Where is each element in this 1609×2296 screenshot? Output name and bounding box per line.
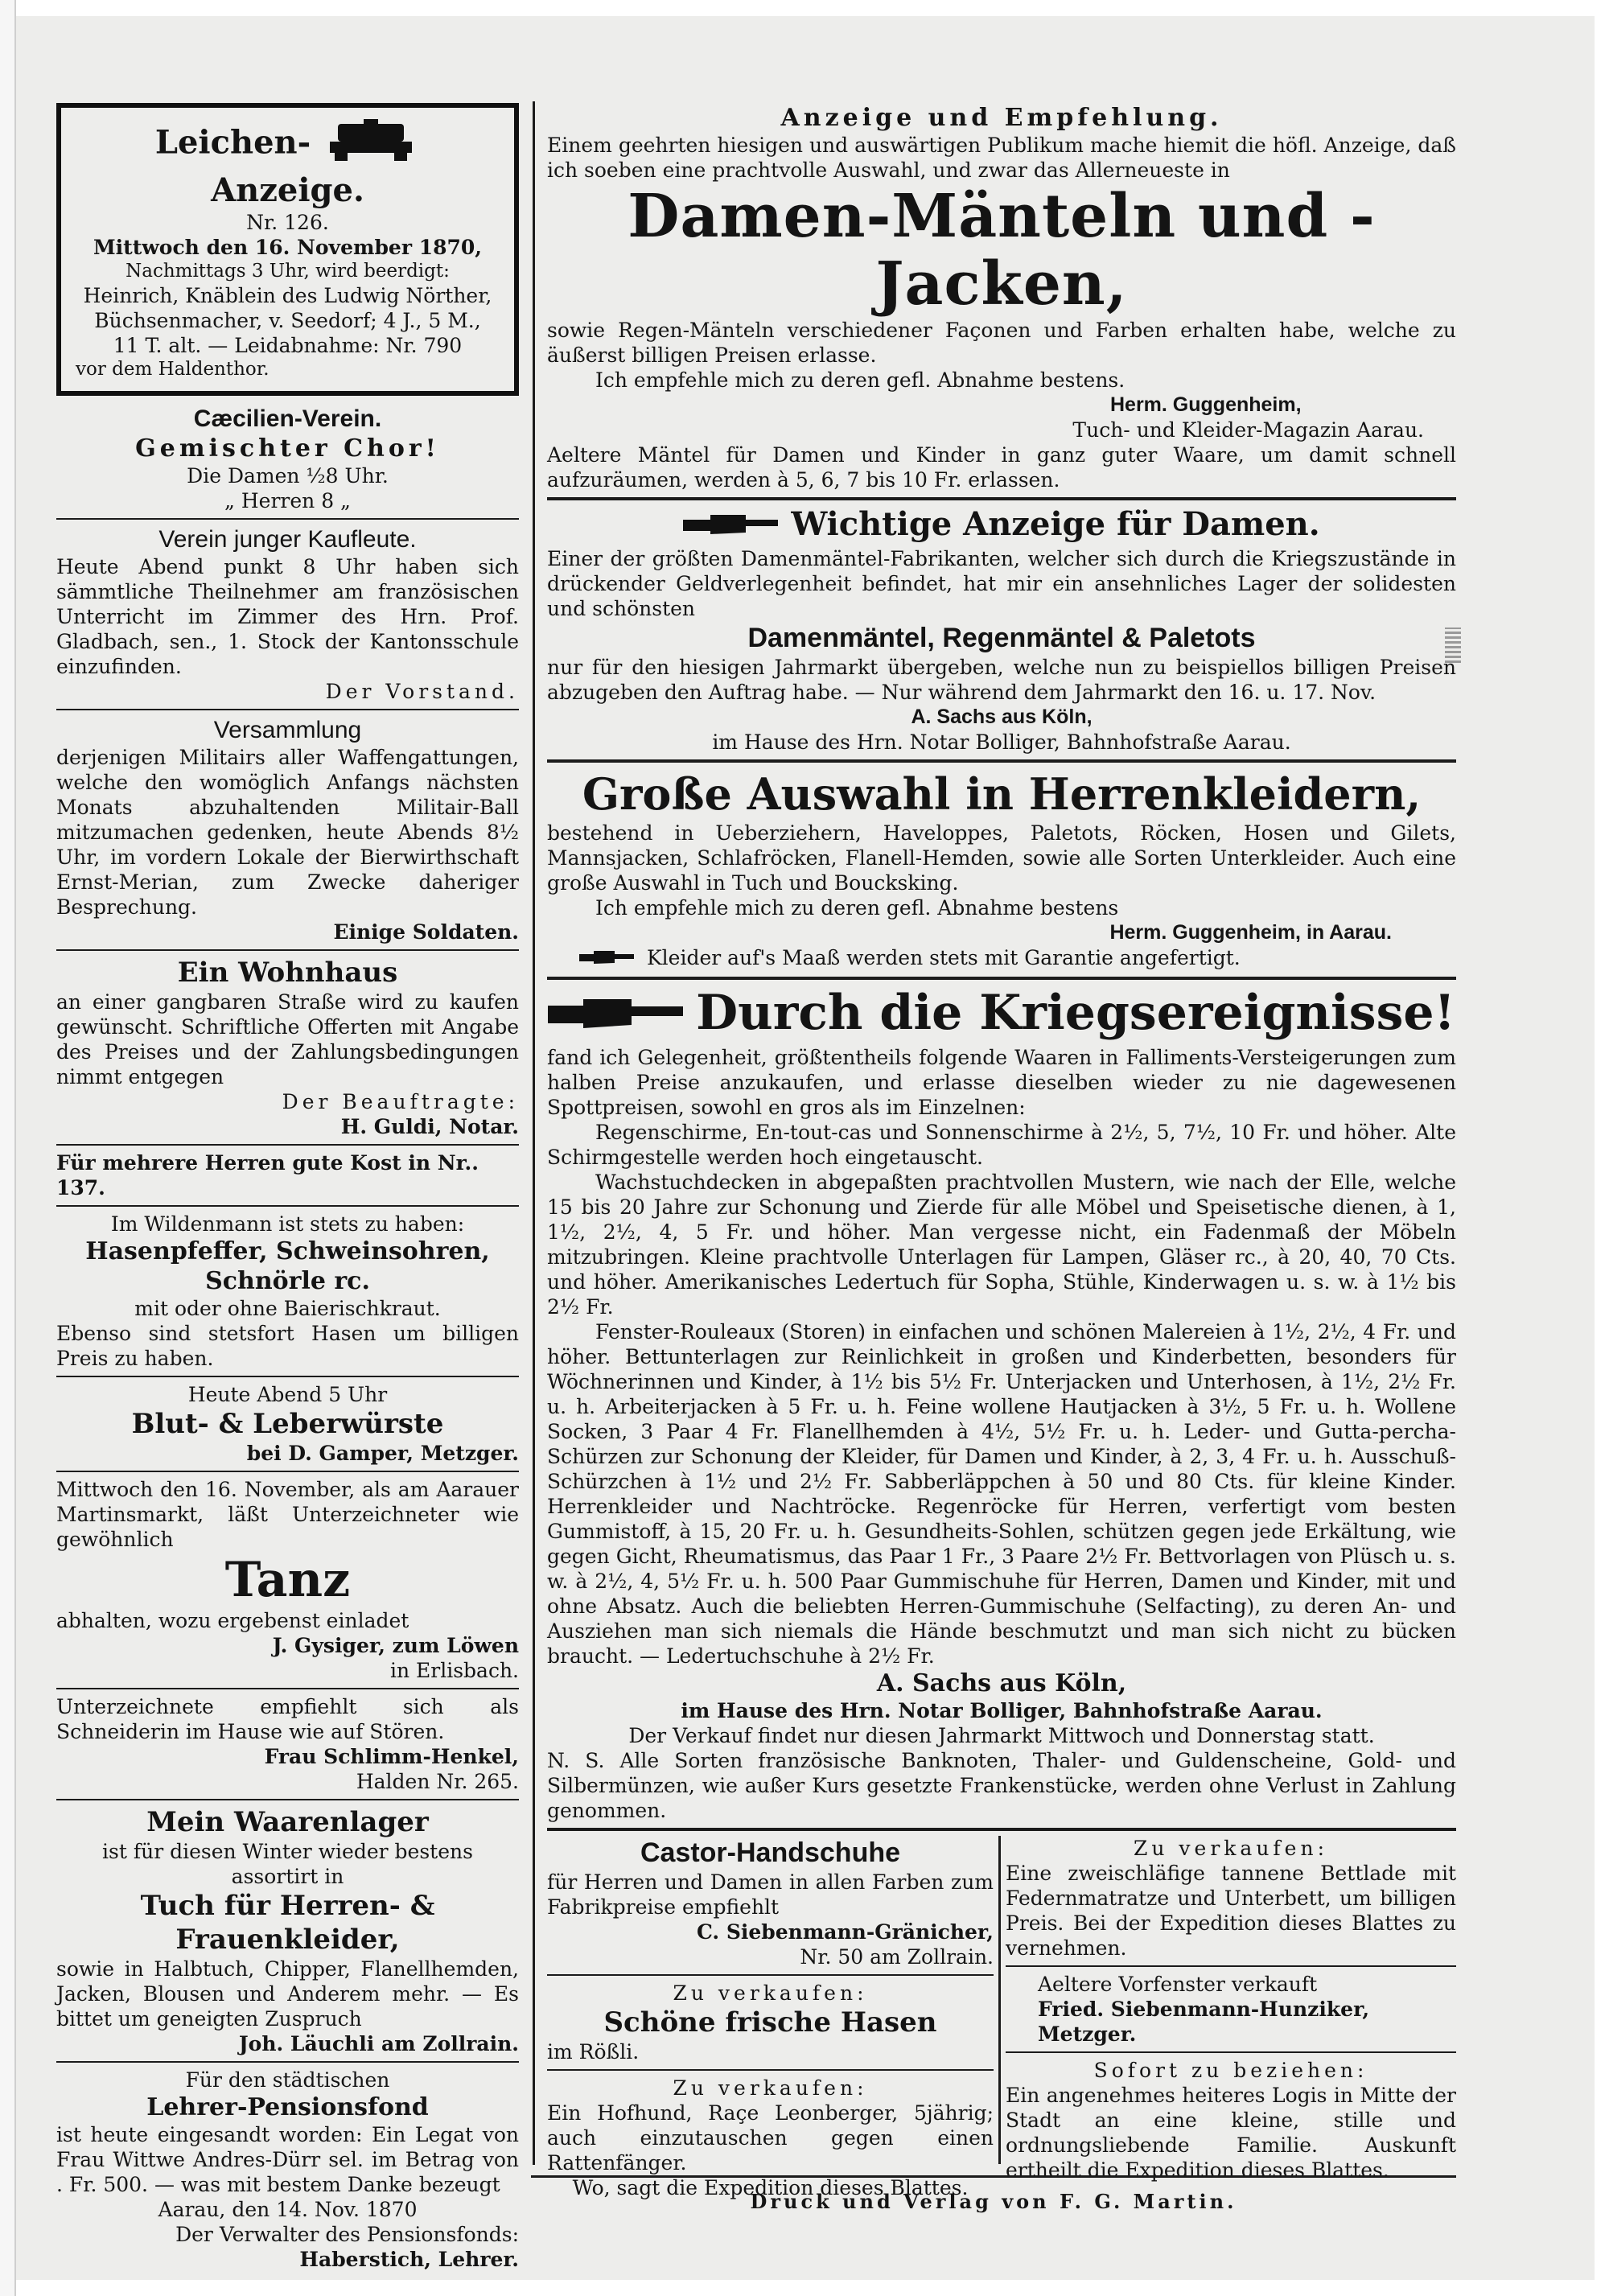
divider [547,977,1456,980]
kost-notice: Für mehrere Herren gute Kost in Nr.. 137. [56,1151,479,1199]
funeral-line: Mittwoch den 16. November 1870, [93,236,482,259]
divider [56,1205,519,1207]
funeral-number: Nr. 126. [246,211,329,234]
column-divider [998,1836,1001,2164]
kriegsereignisse-title: Durch die Kriegsereignisse! [547,985,1456,1045]
hasen-notice: Zu verkaufen: Schöne frische Hasen im Rößli. [547,1981,994,2064]
castor-title: Castor-Handschuhe [640,1837,901,1868]
bettlade-notice: Zu verkaufen: Eine zweischläfige tannene Bettlade mit Federnmatratze und Unterbett, um billigen Preis. Bei der Expedition dieses Blattes zu vernehmen. [1006,1836,1456,1960]
kriegsereignisse-notice: Durch die Kriegsereignisse! fand ich Gelegenheit, größtentheils folgende Waaren in Falliments-Versteigerungen zum halben Preise anzukaufen, und erlasse dieselben wieder zu nie dagewesenen Spottpreisen, sowohl en gros als im Einzelnen: Regenschirme, En-tout-cas und Sonnenschirme à 2½, 5, 7½, 10 Fr. und höher. Alte Schirmgestelle werden hoch eingetauscht. Wachstuchdecken in abgepaßten prachtvollen Mustern, wie nach der Elle, welche 15 bis 20 Jahre zur Schonung und Zierde für alle Möbel und Speisetische dienen, à 1, 1½, 2½, 4, 5 Fr. und höher. Man vergesse nicht, ein Fadenmaß der Möbeln mitzubringen. Kleine prachtvolle Unterlagen für Lampen, Gläser rc., à 20, 40, 70 Cts. und höher. Amerikanisches Ledertuch für Sopha, Stühle, Kinderwagen u. s. w. à 1½ bis 2½ Fr. Fenster-Rouleaux (Storen) in einfachen und schönen Malereien à 1½, 2½, 4 Fr. und höher. Bettunterlagen zur Reinlichkeit in großen und Kinderbetten, besonders für Wöchnerinnen und Kinder, à 1½ bis 5½ Fr. Unterjacken und Unterhosen, à 1½, 2½ Fr. u. h. Arbeiterjacken à 5 Fr. u. h. Feine wollene Hautjacken à 3½, 5 Fr. u. h. Wollene Socken, 3 Paar 4 Fr. Flanellhemden à 4½, 5½ Fr. u. h. Leder- und Gutta-percha-Schürzen zur Schonung der Kleider, für Damen und Kinder, à 2, 3, 4 Fr. u. h. Ausschuß-Schürzchen à 1½ und 2½ Fr. Sabberläppchen à 50 und 80 Cts. für kleine Kinder. Herrenkleider und Nachtröcke. Regenröcke für Herren, verfertigt vom besten Gummistoff, à 15, 20 Fr. u. h. Gesundheits-Sohlen, schützen gegen jede Erkältung, wie gegen Gicht, Rheumatismus, das Paar 1 Fr., 3 Paare 2½ Fr. Bettvorlagen von Plüsch u. s. w. à 2½, 4, 5½ Fr. u. h. 500 Paar Gummischuhe für Herren, Damen und Kinder, mit und ohne Absatz. Auch die beliebten Herren-Gummischuhe (Selfacting), zu deren An- und Ausziehen man sich niemals die Hände beschmutzt und man sich nicht zu bücken braucht. — Ledertuchschuhe à 2½ Fr. A. Sachs aus Köln, im Hause des Hrn. Notar Bolliger, Bahnhofstraße Aarau. Der Verkauf findet nur diesen Jahrmarkt Mittwoch und Donnerstag statt. N. S. Alle Sorten französische Banknoten, Thaler- und Guldenscheine, Gold- und Silbermünzen, wie außer Kurs gesetzte Frankenstücke, werden ohne Verlust in Zahlung genommen. [547,985,1456,1822]
wildenmann-title: Hasenpfeffer, Schweinsohren, Schnörle rc. [85,1237,490,1295]
waarenlager-notice: Mein Waarenlager ist für diesen Winter wieder bestens assortirt in Tuch für Herren- & Frauenkleider, sowie in Halbtuch, Chipper, Flanellhemden, Jacken, Blousen und Anderem mehr. — Es bittet um geneigten Zuspruch Joh. Läuchli am Zollrain. [56,1806,519,2055]
kaufleute-title: Verein junger Kaufleute. [158,526,417,553]
hasen-title: Schöne frische Hasen [603,2006,937,2039]
waarenlager-title: Mein Waarenlager [146,1806,429,1838]
divider [547,1828,1456,1831]
pointing-hand-icon [683,508,780,546]
wohnhaus-title: Ein Wohnhaus [177,957,398,989]
divider [56,709,519,710]
wohnhaus-notice: Ein Wohnhaus an einer gangbaren Straße wird zu kaufen gewünscht. Schriftliche Offerten mit Angabe des Preises und der Zahlungsbedingungen nimmt entgegen Der Beauftragte: H. Guldi, Notar. [56,957,519,1138]
tanz-title: Tanz [224,1552,351,1608]
sachs-damen-title: Wichtige Anzeige für Damen. [547,505,1456,546]
tanz-notice: Mittwoch den 16. November, als am Aarauer Martinsmarkt, läßt Unterzeichneter wie gewöhnlich Tanz abhalten, wozu ergebenst einladet J. Gysiger, zum Löwen in Erlisbach. [56,1478,519,1682]
lehrer-notice: Für den städtischen Lehrer-Pensionsfond ist heute eingesandt worden: Ein Legat von Frau Wittwe Andres-Dürr sel. im Betrag von . Fr. 500. — was mit bestem Danke bezeugt Aarau, den 14. Nov. 1870 Der Verwalter des Pensionsfonds: Haberstich, Lehrer. [56,2068,519,2271]
pointing-hand-icon [579,947,636,972]
divider [56,2061,519,2063]
footer-rule [531,2175,1456,2178]
funeral-notice [56,103,519,396]
divider [1006,1965,1456,1967]
hofhund-notice: Zu verkaufen: Ein Hofhund, Raçe Leonberger, 5jährig; auch einzutauschen gegen einen Rattenfänger. Wo, sagt die Expedition dieses Blattes. [547,2076,994,2199]
funeral-line: Heinrich, Knäblein des Ludwig Nörther, [83,284,492,307]
divider [56,1799,519,1800]
pointing-hand-icon [548,989,685,1045]
divider [56,1688,519,1689]
gamper-notice: Heute Abend 5 Uhr Blut- & Leberwürste bei D. Gamper, Metzger. [56,1382,519,1466]
divider [56,949,519,951]
guggenheim-headline: Damen-Mänteln und -Jacken, [628,182,1376,319]
divider [56,1376,519,1377]
funeral-title: Leichen- Anzeige. [76,119,500,210]
divider [1006,2051,1456,2053]
lehrer-title: Lehrer-Pensionsfond [146,2093,429,2121]
castor-notice: Castor-Handschuhe für Herren und Damen in allen Farben zum Fabrikpreise empfiehlt C. Siebenmann-Gränicher, Nr. 50 am Zollrain. [547,1837,994,1969]
left-column [56,103,519,2275]
divider [547,2069,994,2071]
caecilien-title: Cæcilien-Verein. [193,405,382,432]
gamper-title: Blut- & Leberwürste [131,1408,444,1440]
divider [56,1144,519,1146]
sachs-damen-notice: Wichtige Anzeige für Damen. Einer der größten Damenmäntel-Fabrikanten, welcher sich durch die Kriegszustände in drückender Geldverlegenheit befindet, hat mir ein ansehnliches Lager der solidesten und schönsten Damenmäntel, Regenmäntel & Paletots nur für den hiesigen Jahrmarkt übergeben, welche nun zu beispiellos billigen Preisen abzugeben den Auftrag habe. — Nur während dem Jahrmarkt den 16. u. 17. Nov. A. Sachs aus Köln, im Hause des Hrn. Notar Bolliger, Bahnhofstraße Aarau. [547,505,1456,754]
funeral-line: 11 T. alt. — Leidabnahme: Nr. 790 [113,334,463,357]
kaufleute-notice: Verein junger Kaufleute. Heute Abend punkt 8 Uhr haben sich sämmtliche Theilnehmer am französischen Unterricht im Zimmer des Hrn. Prof. Gladbach, sen., 1. Stock der Kantonsschule einzufinden. Der Vorstand. [56,526,519,703]
waarenlager-headline: Tuch für Herren- & Frauenkleider, [140,1890,435,1956]
herrenkleider-notice: Große Auswahl in Herrenkleidern, bestehend in Ueberziehern, Haveloppes, Paletots, Röcken, Hosen und Gilets, Mannsjacken, Schlafröcken, Flanell-Hemden, sowie alle Sorten Unterkleider. Auch eine große Auswahl in Tuch und Boucksking. Ich empfehle mich zu deren gefl. Abnahme bestens Herm. Guggenheim, in Aarau. Kleider auf's Maaß werden stets mit Garantie angefertigt. [547,767,1456,972]
coffin-icon [327,119,415,171]
scan-margin [0,0,16,2296]
herrenkleider-title: Große Auswahl in Herrenkleidern, [582,768,1422,820]
column-divider [533,101,535,2165]
caecilien-notice: Cæcilien-Verein. Gemischter Chor! Die Damen ½8 Uhr. „ Herren 8 „ [56,404,519,513]
sachs-damen-headline: Damenmäntel, Regenmäntel & Paletots [747,623,1256,653]
funeral-line: Büchsenmacher, v. Seedorf; 4 J., 5 M., [94,309,481,332]
divider [547,759,1456,763]
divider [56,1471,519,1472]
divider [547,497,1456,500]
caecilien-subtitle: Gemischter Chor! [135,434,440,463]
versammlung-notice: Versammlung derjenigen Militairs aller Waffengattungen, welche den womöglich Anfangs nächsten Monats abzuhaltenden Militair-Ball mitzumachen gedenken, heute Abends 8½ Uhr, im vordern Lokale der Bierwirthschaft Ernst-Merian, zum Zwecke daheriger Besprechung. Einige Soldaten. [56,717,519,944]
wildenmann-notice: Im Wildenmann ist stets zu haben: Hasenpfeffer, Schweinsohren, Schnörle rc. mit oder ohne Baierischkraut. Ebenso sind stetsfort Hasen um billigen Preis zu haben. [56,1212,519,1370]
right-column [547,103,1456,2199]
divider [56,518,519,520]
guggenheim-title: Anzeige und Empfehlung. [780,104,1223,132]
guggenheim-notice: Anzeige und Empfehlung. Einem geehrten hiesigen und auswärtigen Publikum mache hiemit die höfl. Anzeige, daß ich soeben eine prachtvolle Auswahl, und zwar das Allerneueste in Damen-Mänteln und -Jacken, sowie Regen-Mänteln verschiedener Façonen und Farben erhalten habe, welche zu äußerst billigen Preisen erlasse. Ich empfehle mich zu deren gefl. Abnahme bestens. Herm. Guggenheim, Tuch- und Kleider-Magazin Aarau. Aeltere Mäntel für Damen und Kinder in ganz guter Waare, um damit schnell aufzuräumen, werden à 5, 6, 7 bis 10 Fr. erlassen. [547,104,1456,492]
divider [547,1974,994,1976]
logis-notice: Sofort zu beziehen: Ein angenehmes heiteres Logis in Mitte der Stadt an eine kleine, stille und ordnungsliebende Familie. Auskunft ertheilt die Expedition dieses Blattes. [1006,2058,1456,2182]
schneiderin-notice: Unterzeichnete empfiehlt sich als Schneiderin im Hause wie auf Stören. Frau Schlimm-Henkel, Halden Nr. 265. [56,1695,519,1793]
versammlung-title: Versammlung [213,717,362,743]
funeral-line: Nachmittags 3 Uhr, wird beerdigt: [126,261,450,282]
imprint-text: Druck und Verlag von F. G. Martin. [750,2190,1237,2213]
funeral-line: vor dem Haldenthor. [76,359,270,380]
vorfenster-notice: Aeltere Vorfenster verkauft Fried. Siebenmann-Hunziker, Metzger. [1038,1972,1370,2046]
